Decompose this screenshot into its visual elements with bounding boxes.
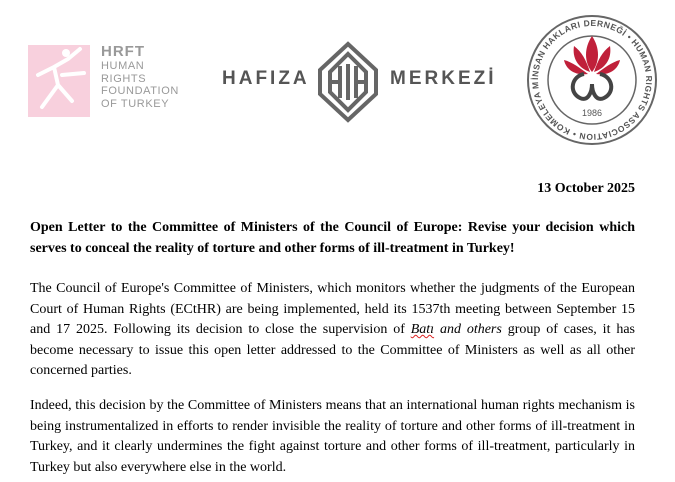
hrft-line: HUMAN xyxy=(101,60,145,72)
case-name-and-others: and others xyxy=(434,322,502,337)
hrft-abbr: HRFT xyxy=(101,43,145,60)
letter-title: Open Letter to the Committee of Ministers of the Council of Europe: Revise your decision which serves to conceal the reality of torture and other forms of ill-treatment in Turkey! xyxy=(30,220,635,256)
merkezi-word: MERKEZİ xyxy=(390,68,497,89)
hafiza-word: HAFIZA xyxy=(222,68,310,89)
maze-emblem-icon xyxy=(314,40,382,124)
ihd-seal xyxy=(524,12,660,148)
letter-date: 13 October 2025 xyxy=(537,181,635,196)
ihd-year: 1986 xyxy=(581,108,603,118)
hrft-logo xyxy=(28,43,178,123)
case-name-bati: Batı xyxy=(410,322,435,337)
paragraph-1 xyxy=(30,279,635,382)
hafiza-merkezi-logo xyxy=(222,40,497,124)
hrft-line: RIGHTS xyxy=(101,72,147,85)
paragraph-1-text-b: group of cases, it has become necessary to issue this open letter addressed to the Committee of Ministers as well as all other concerned parties. xyxy=(30,322,635,378)
paragraph-1-text-a: The Council of Europe's Committee of Ministers, which monitors whether the judgments of the European Court of Human Rights (ECtHR) are being implemented, held its 1537th meeting between September 15 and 17 2025. Following its decision to close the supervision of xyxy=(30,281,635,337)
logo-strip xyxy=(0,0,675,160)
hrft-emblem-icon xyxy=(28,45,98,121)
hrft-line: FOUNDATION xyxy=(101,85,179,98)
ihd-ring-text: İNSAN HAKLARI DERNEĞİ • HUMAN RIGHTS ASSOCIATION • KOMELEYA M xyxy=(529,17,655,143)
hrft-line: OF TURKEY xyxy=(101,97,170,110)
ihd-seal-icon xyxy=(524,12,660,148)
hrft-wordmark xyxy=(101,43,179,110)
paragraph-2: Indeed, this decision by the Committee of Ministers means that an international human rights mechanism is being instrumentalized in efforts to render invisible the reality of torture and other forms of ill-treatment in Turkey, and it clearly undermines the fight against torture and other forms of ill-treatment, particularly in Turkey but also everywhere else in the world. xyxy=(30,398,635,475)
